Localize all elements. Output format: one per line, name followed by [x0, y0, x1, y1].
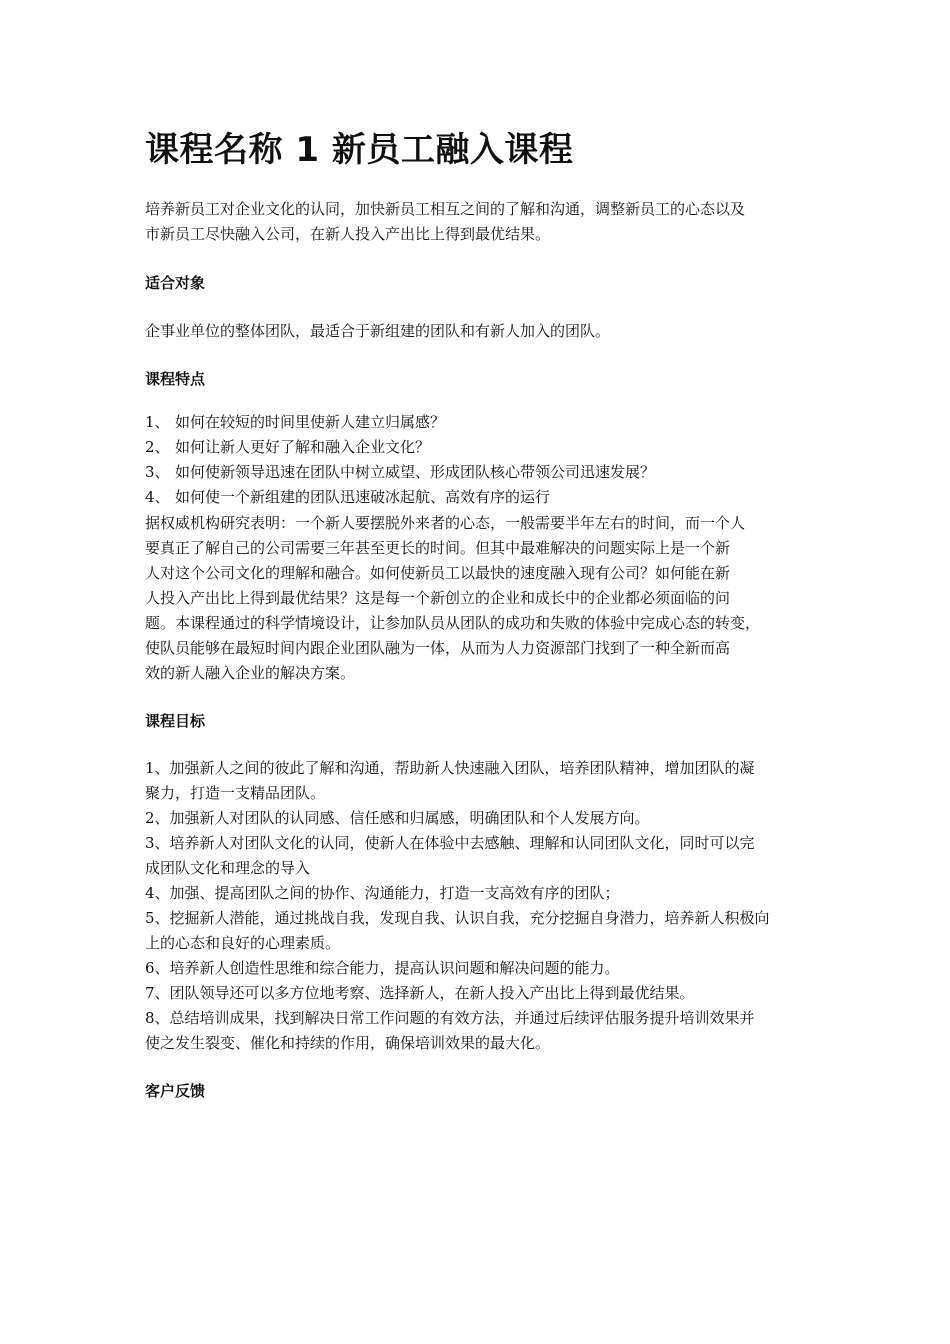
body-line: 据权威机构研究表明：一个新人要摆脱外来者的心态，一般需要半年左右的时间，而一个人	[145, 514, 746, 532]
list-item	[145, 831, 825, 881]
list-item-text: 如何让新人更好了解和融入企业文化？	[175, 438, 431, 456]
list-item-text: 如何使一个新组建的团队迅速破冰起航、高效有序的运行	[175, 488, 551, 506]
goal-line: 7、团队领导还可以多方位地考察、选择新人，在新人投入产出比上得到最优结果。	[145, 984, 695, 1002]
goal-line: 聚力，打造一支精品团队。	[145, 784, 326, 802]
goals-heading: 课程目标	[145, 712, 206, 730]
list-item-number: 3、	[145, 463, 170, 481]
list-item-number: 2、	[145, 438, 170, 456]
intro-paragraph	[145, 197, 825, 247]
body-line: 题。本课程通过的科学情境设计，让参加队员从团队的成功和失败的体验中完成心态的转变，	[145, 614, 761, 632]
list-item	[145, 485, 825, 510]
body-line: 效的新人融入企业的解决方案。	[145, 664, 356, 682]
body-line: 人投入产出比上得到最优结果？这是每一个新创立的企业和成长中的企业都必须面临的问	[145, 589, 731, 607]
body-line: 人对这个公司文化的理解和融合。如何使新员工以最快的速度融入现有公司？如何能在新	[145, 564, 731, 582]
goal-line: 3、培养新人对团队文化的认同，使新人在体验中去感触、理解和认同团队文化，同时可以完	[145, 834, 755, 852]
list-item	[145, 981, 825, 1006]
goal-line: 使之发生裂变、催化和持续的作用，确保培训效果的最大化。	[145, 1034, 551, 1052]
page-title: 课程名称 1 新员工融入课程	[145, 130, 574, 170]
list-item-text: 如何在较短的时间里使新人建立归属感？	[175, 413, 446, 431]
list-item	[145, 435, 825, 460]
goal-line: 4、加强、提高团队之间的协作、沟通能力，打造一支高效有序的团队；	[145, 884, 620, 902]
goal-line: 5、挖掘新人潜能，通过挑战自我，发现自我、认识自我，充分挖掘自身潜力，培养新人积极向	[145, 909, 770, 927]
intro-line: 培养新员工对企业文化的认同，加快新员工相互之间的了解和沟通，调整新员工的心态以及	[145, 200, 746, 218]
goal-line: 2、加强新人对团队的认同感、信任感和归属感，明确团队和个人发展方向。	[145, 809, 650, 827]
goal-line: 上的心态和良好的心理素质。	[145, 934, 341, 952]
goal-line: 1、加强新人之间的彼此了解和沟通，帮助新人快速融入团队，培养团队精神，增加团队的凝	[145, 759, 755, 777]
features-list	[145, 410, 825, 510]
goal-line: 6、培养新人创造性思维和综合能力，提高认识问题和解决问题的能力。	[145, 959, 620, 977]
list-item-text: 如何使新领导迅速在团队中树立威望、形成团队核心带领公司迅速发展？	[175, 463, 656, 481]
list-item	[145, 956, 825, 981]
list-item-number: 4、	[145, 488, 170, 506]
list-item	[145, 460, 825, 485]
goal-line: 成团队文化和理念的导入	[145, 859, 311, 877]
body-line: 要真正了解自己的公司需要三年甚至更长的时间。但其中最难解决的问题实际上是一个新	[145, 539, 731, 557]
list-item	[145, 906, 825, 956]
list-item	[145, 410, 825, 435]
body-line: 使队员能够在最短时间内跟企业团队融为一体，从而为人力资源部门找到了一种全新而高	[145, 639, 731, 657]
audience-text: 企事业单位的整体团队，最适合于新组建的团队和有新人加入的团队。	[145, 322, 611, 340]
features-heading: 课程特点	[145, 370, 206, 388]
list-item-number: 1、	[145, 413, 170, 431]
list-item	[145, 756, 825, 806]
feedback-heading: 客户反馈	[145, 1082, 206, 1100]
list-item	[145, 881, 825, 906]
goal-line: 8、总结培训成果，找到解决日常工作问题的有效方法，并通过后续评估服务提升培训效果并	[145, 1009, 755, 1027]
goals-list	[145, 756, 825, 1056]
list-item	[145, 806, 825, 831]
list-item	[145, 1006, 825, 1056]
features-body	[145, 511, 825, 686]
intro-line: 市新员工尽快融入公司，在新人投入产出比上得到最优结果。	[145, 225, 551, 243]
audience-heading: 适合对象	[145, 274, 206, 292]
